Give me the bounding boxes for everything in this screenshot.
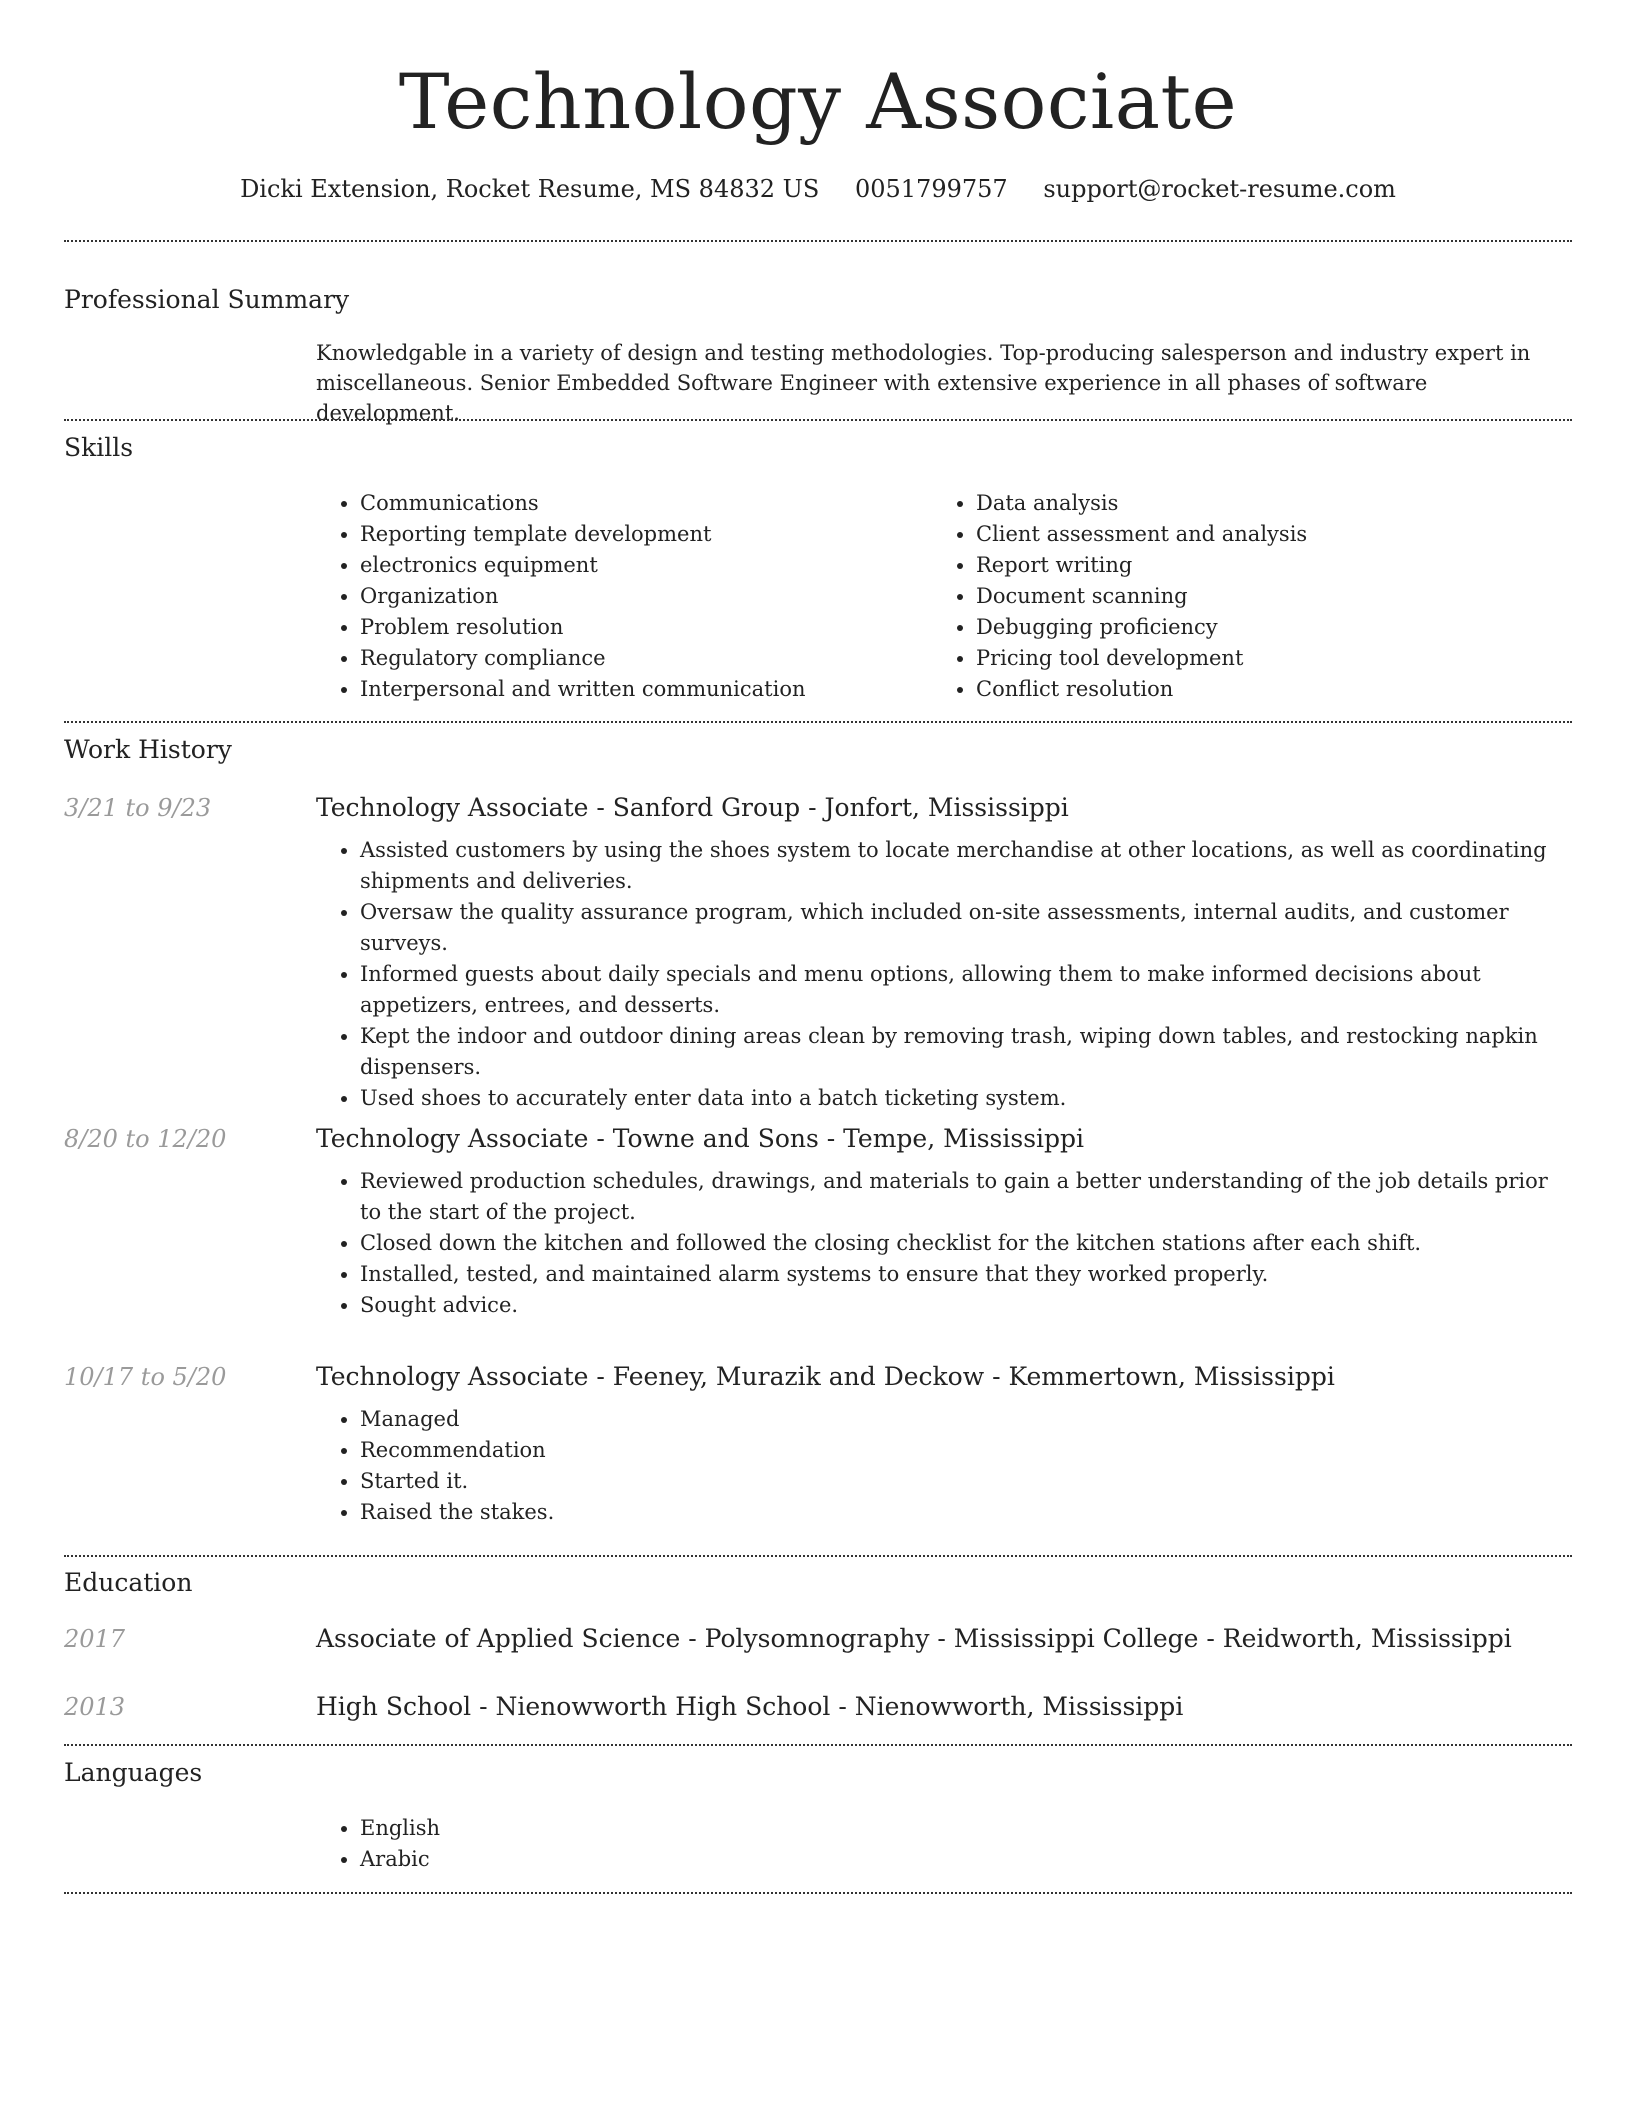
section-divider (64, 1744, 1572, 1746)
job-bullets (316, 1404, 1572, 1528)
languages-heading: Languages (64, 1758, 203, 1787)
section-divider (64, 721, 1572, 723)
skills-list-right (932, 488, 1572, 705)
skills-block (316, 488, 1572, 705)
section-divider (64, 419, 1572, 421)
list-item: • Arabic (360, 1844, 1572, 1875)
list-item: • Reporting template development (360, 519, 1572, 550)
section-divider (64, 240, 1572, 242)
job-entry (316, 1122, 1572, 1321)
job-heading: Technology Associate - Towne and Sons - Tempe, Mississippi (316, 1124, 1085, 1153)
education-entry (316, 1622, 1572, 1656)
job-entry (316, 1360, 1572, 1528)
list-item: • English (360, 1813, 1572, 1844)
resume-title: Technology Associate (398, 57, 1238, 146)
contact-phone: 0051799757 (854, 175, 1008, 203)
section-divider (64, 1555, 1572, 1557)
job-heading: Technology Associate - Sanford Group - Jonfort, Mississippi (316, 793, 1069, 822)
job-dates: 8/20 to 12/20 (64, 1125, 227, 1153)
contact-address: Dicki Extension, Rocket Resume, MS 84832 US (240, 175, 820, 203)
list-item: • Interpersonal and written communication (360, 674, 1572, 705)
list-item: • Oversaw the quality assurance program, which included on-site assessments, internal audits, and customer surveys. (360, 897, 1572, 959)
list-item: • Kept the indoor and outdoor dining areas clean by removing trash, wiping down tables, and restocking napkin dispensers. (360, 1021, 1572, 1083)
list-item: • Sought advice. (360, 1290, 1572, 1321)
list-item: • Communications (360, 488, 1572, 519)
education-entry (316, 1690, 1572, 1724)
list-item: • Raised the stakes. (360, 1497, 1572, 1528)
skills-column-right (932, 488, 1572, 705)
job-entry (316, 791, 1572, 1114)
list-item: • Data analysis (976, 488, 1572, 519)
section-divider (64, 1892, 1572, 1894)
job-bullets (316, 835, 1572, 1114)
summary-heading: Professional Summary (64, 285, 350, 314)
list-item: • Used shoes to accurately enter data into a batch ticketing system. (360, 1083, 1572, 1114)
list-item: • Document scanning (976, 581, 1572, 612)
list-item: • Client assessment and analysis (976, 519, 1572, 550)
education-heading-line: Associate of Applied Science - Polysomnography - Mississippi College - Reidworth, Mississippi (316, 1624, 1512, 1653)
education-heading: Education (64, 1568, 193, 1597)
list-item: • Assisted customers by using the shoes system to locate merchandise at other locations, as well as coordinating shipments and deliveries. (360, 835, 1572, 897)
list-item: • Regulatory compliance (360, 643, 1572, 674)
list-item: • Report writing (976, 550, 1572, 581)
job-dates: 10/17 to 5/20 (64, 1363, 227, 1391)
list-item: • Informed guests about daily specials and menu options, allowing them to make informed decisions about appetizers, entrees, and desserts. (360, 959, 1572, 1021)
education-year: 2017 (64, 1625, 126, 1653)
contact-line (64, 172, 1572, 206)
work-heading: Work History (64, 735, 232, 764)
languages-block (316, 1813, 1572, 1875)
list-item: • Reviewed production schedules, drawings, and materials to gain a better understanding of the job details prior to the start of the project. (360, 1166, 1572, 1228)
list-item: • Debugging proficiency (976, 612, 1572, 643)
list-item: • Closed down the kitchen and followed the closing checklist for the kitchen stations after each shift. (360, 1228, 1572, 1259)
list-item: • Managed (360, 1404, 1572, 1435)
list-item: • Recommendation (360, 1435, 1572, 1466)
summary-text: Knowledgable in a variety of design and testing methodologies. Top-producing salesperson and industry expert in miscellaneous. Senior Embedded Software Engineer with extensive experience in all phases of software development. (316, 341, 1531, 425)
job-bullets (316, 1166, 1572, 1321)
summary-block (316, 338, 1572, 428)
list-item: • Conflict resolution (976, 674, 1572, 705)
job-heading: Technology Associate - Feeney, Murazik and Deckow - Kemmertown, Mississippi (316, 1362, 1335, 1391)
education-year: 2013 (64, 1693, 126, 1721)
list-item: • Pricing tool development (976, 643, 1572, 674)
skills-heading: Skills (64, 433, 134, 462)
list-item: • Problem resolution (360, 612, 1572, 643)
job-dates: 3/21 to 9/23 (64, 794, 212, 822)
languages-list (316, 1813, 1572, 1875)
list-item: • electronics equipment (360, 550, 1572, 581)
education-heading-line: High School - Nienowworth High School - Nienowworth, Mississippi (316, 1692, 1184, 1721)
contact-email: support@rocket-resume.com (1043, 175, 1396, 203)
list-item: • Organization (360, 581, 1572, 612)
list-item: • Started it. (360, 1466, 1572, 1497)
list-item: • Installed, tested, and maintained alarm systems to ensure that they worked properly. (360, 1259, 1572, 1290)
